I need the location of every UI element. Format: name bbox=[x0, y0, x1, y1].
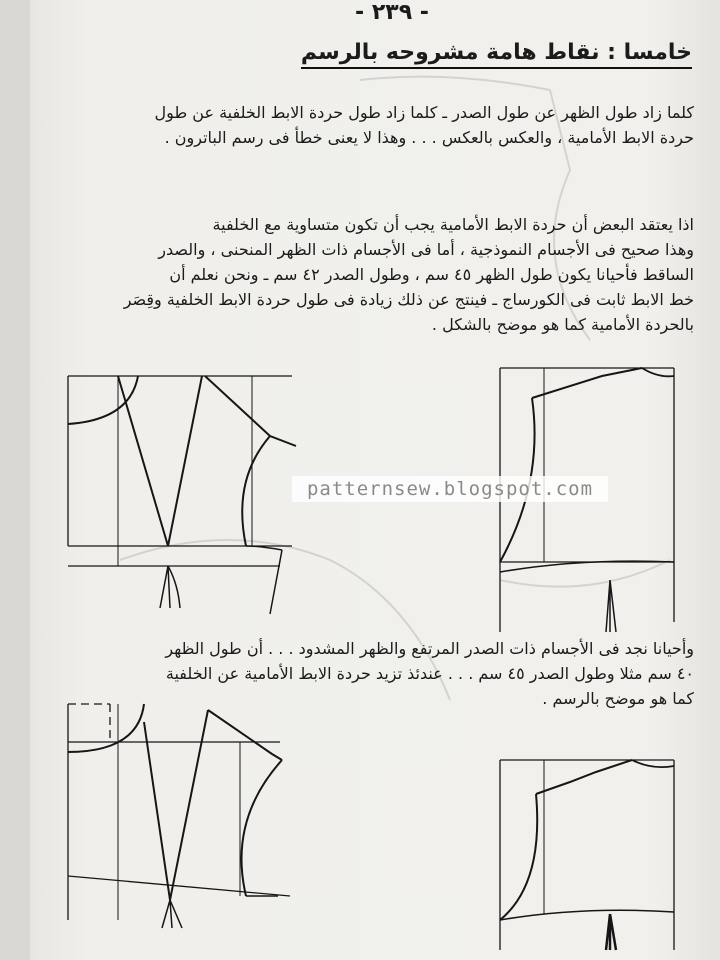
section-heading: خامسا : نقاط هامة مشروحه بالرسم bbox=[301, 40, 692, 69]
paragraph-2 bbox=[90, 212, 694, 337]
book-page bbox=[30, 0, 720, 960]
paragraph-2-line: الساقط فأحيانا يكون طول الظهر ٤٥ سم ، وطول الصدر ٤٢ سم ـ ونحن نعلم أن bbox=[169, 265, 694, 284]
paragraph-3-line: كما هو موضح بالرسم . bbox=[542, 689, 694, 708]
paragraph-2-line: اذا يعتقد البعض أن حردة الابط الأمامية يجب أن تكون متساوية مع الخلفية bbox=[212, 215, 694, 234]
pattern-figure-front-2 bbox=[492, 754, 682, 954]
paragraph-2-line: وهذا صحيح فى الأجسام النموذجية ، أما فى الأجسام ذات الظهر المنحنى ، والصدر bbox=[158, 240, 694, 259]
page-number: - ٢٣٩ - bbox=[355, 0, 429, 25]
paragraph-3-line: ٤٠ سم مثلا وطول الصدر ٤٥ سم . . . عندئذ تزيد حردة الابط الأمامية عن الخلفية bbox=[165, 664, 694, 683]
paragraph-2-line: خط الابط ثابت فى الكورساج ـ فينتج عن ذلك زيادة فى طول حردة الابط الخلفية وقِصَر bbox=[123, 290, 694, 309]
paragraph-1-line: كلما زاد طول الظهر عن طول الصدر ـ كلما زاد طول حردة الابط الخلفية عن طول bbox=[154, 103, 694, 122]
pattern-figure-back-front-1 bbox=[60, 370, 300, 620]
paragraph-1-line: حردة الابط الأمامية ، والعكس بالعكس . . . وهذا لا يعنى خطأ فى رسم الباترون . bbox=[164, 128, 694, 147]
watermark: patternsew.blogspot.com bbox=[292, 476, 608, 502]
paragraph-1 bbox=[90, 100, 694, 150]
paragraph-2-line: بالحردة الأمامية كما هو موضح بالشكل . bbox=[431, 315, 694, 334]
pattern-figure-back-front-2 bbox=[60, 700, 300, 932]
paragraph-3-line: وأحيانا نجد فى الأجسام ذات الصدر المرتفع والظهر المشدود . . . أن طول الظهر bbox=[165, 639, 694, 658]
pattern-figure-front-1 bbox=[492, 362, 682, 642]
